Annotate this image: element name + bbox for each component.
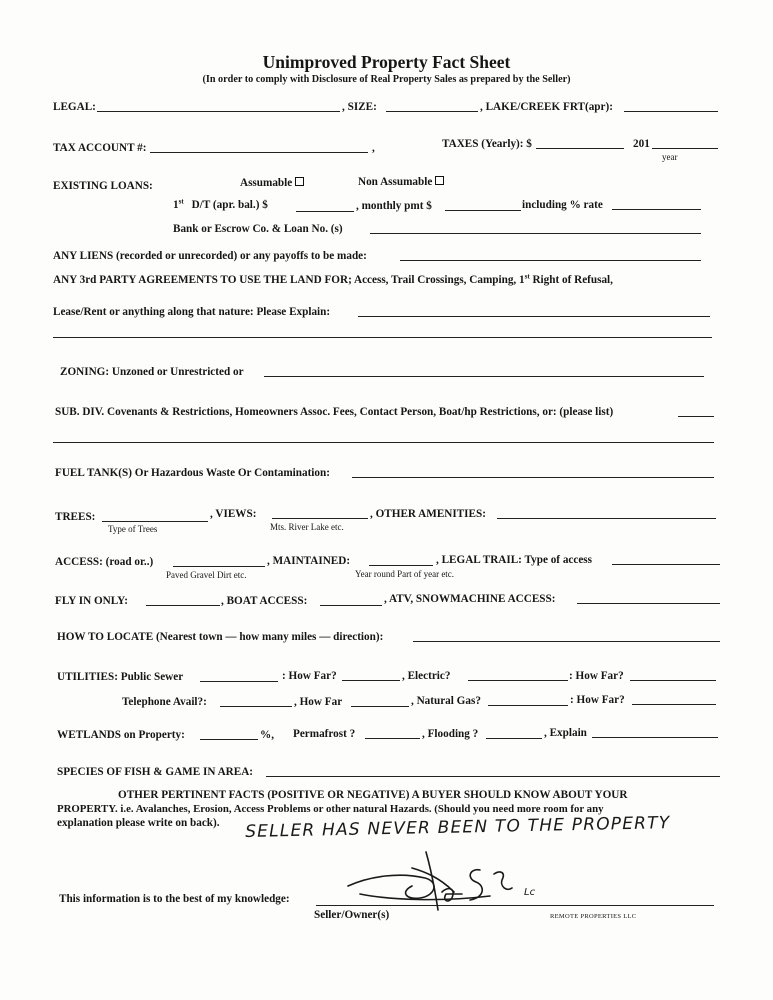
maintained-label: , MAINTAINED: <box>267 555 351 567</box>
electric-label: , Electric? <box>402 670 451 682</box>
atv-label: , ATV, SNOWMACHINE ACCESS: <box>384 593 556 605</box>
views-field[interactable] <box>272 518 368 519</box>
zoning-field[interactable] <box>264 376 704 377</box>
subdiv-label: SUB. DIV. Covenants & Restrictions, Homeowners Assoc. Fees, Contact Person, Boat/hp Restrictions, or: (please list) <box>55 406 614 418</box>
flooding-label: , Flooding ? <box>422 728 479 740</box>
non-assumable-checkbox[interactable] <box>435 176 444 185</box>
pertinent-line-2: PROPERTY. i.e. Avalanches, Erosion, Access Problems or other natural Hazards. (Should you need more room for any <box>57 803 604 815</box>
flooding-field[interactable] <box>486 738 542 739</box>
boat-access-field[interactable] <box>320 605 382 606</box>
wetlands-label: WETLANDS on Property: <box>57 729 185 741</box>
pertinent-answer: SELLER HAS NEVER BEEN TO THE PROPERTY <box>245 813 671 842</box>
how-far-4-field[interactable] <box>632 704 716 705</box>
dt-label <box>173 199 268 212</box>
pertinent-line-3: explanation please write on back). <box>57 817 220 829</box>
dt-ordinal: 1 <box>173 199 179 211</box>
utilities-label: UTILITIES: Public Sewer <box>57 671 184 683</box>
page-title: Unimproved Property Fact Sheet <box>262 52 511 72</box>
size-field[interactable] <box>386 111 478 112</box>
monthly-pmt-label: , monthly pmt $ <box>356 200 432 212</box>
fly-in-label: FLY IN ONLY: <box>55 595 128 607</box>
maintained-note: Year round Part of year etc. <box>355 569 455 579</box>
legal-field[interactable] <box>97 111 340 112</box>
views-label: , VIEWS: <box>210 508 257 520</box>
wetlands-field[interactable] <box>200 739 258 740</box>
pertinent-line-1: OTHER PERTINENT FACTS (POSITIVE OR NEGATIVE) A BUYER SHOULD KNOW ABOUT YOUR <box>118 789 628 801</box>
explain-field[interactable] <box>592 737 718 738</box>
assumable-checkbox[interactable] <box>295 177 304 186</box>
public-sewer-field[interactable] <box>200 681 278 682</box>
seller-owner-label: Seller/Owner(s) <box>314 909 390 921</box>
wetlands-percent: %, <box>260 729 274 741</box>
access-label: ACCESS: (road or..) <box>55 556 154 568</box>
lease-rent-label: Lease/Rent or anything along that nature: Please Explain: <box>53 306 331 318</box>
natural-gas-label: , Natural Gas? <box>411 695 481 707</box>
third-party-text-b: Right of Refusal, <box>529 274 613 286</box>
atv-field[interactable] <box>577 603 720 604</box>
how-far-3-field[interactable] <box>351 706 409 707</box>
how-to-locate-label: HOW TO LOCATE (Nearest town — how many miles — direction): <box>57 631 384 643</box>
access-field[interactable] <box>173 566 265 567</box>
liens-field[interactable] <box>400 260 701 261</box>
page-subtitle: (In order to comply with Disclosure of Real Property Sales as prepared by the Seller) <box>202 74 571 85</box>
telephone-field[interactable] <box>220 706 292 707</box>
boat-access-label: , BOAT ACCESS: <box>221 595 308 607</box>
legal-trail-field[interactable] <box>612 564 720 565</box>
how-far-4-label: : How Far? <box>570 694 625 706</box>
permafrost-field[interactable] <box>365 738 420 739</box>
year-note: year <box>662 152 678 162</box>
monthly-pmt-field[interactable] <box>445 210 521 211</box>
other-amenities-label: , OTHER AMENITIES: <box>370 508 486 520</box>
species-label: SPECIES OF FISH & GAME IN AREA: <box>57 766 254 778</box>
bank-escrow-field[interactable] <box>370 233 701 234</box>
non-assumable-label: Non Assumable <box>358 176 433 188</box>
tax-account-field[interactable] <box>150 152 368 153</box>
subdiv-line-2[interactable] <box>53 442 714 443</box>
permafrost-label: Permafrost ? <box>293 728 356 740</box>
liens-label: ANY LIENS (recorded or unrecorded) or any payoffs to be made: <box>53 250 367 262</box>
other-amenities-field[interactable] <box>497 518 716 519</box>
fuel-tank-label: FUEL TANK(S) Or Hazardous Waste Or Contamination: <box>55 467 330 479</box>
how-far-1-field[interactable] <box>342 680 400 681</box>
assumable-option[interactable] <box>240 177 304 190</box>
maintained-field[interactable] <box>369 565 433 566</box>
how-far-2-field[interactable] <box>630 680 716 681</box>
seller-signature <box>330 848 580 918</box>
electric-field[interactable] <box>468 680 568 681</box>
access-note: Paved Gravel Dirt etc. <box>166 570 247 580</box>
lease-rent-line-2[interactable] <box>53 337 712 338</box>
signature-suffix: Lc <box>524 887 536 898</box>
trees-field[interactable] <box>102 521 208 522</box>
third-party-sup: st <box>524 272 530 281</box>
zoning-label: ZONING: Unzoned or Unrestricted or <box>60 366 244 378</box>
non-assumable-option[interactable] <box>358 176 444 189</box>
lease-rent-field[interactable] <box>358 316 710 317</box>
existing-loans-label: EXISTING LOANS: <box>53 180 153 192</box>
species-field[interactable] <box>266 776 720 777</box>
knowledge-label: This information is to the best of my knowledge: <box>59 893 290 905</box>
explain-label: , Explain <box>544 727 587 739</box>
how-far-1-label: : How Far? <box>282 670 337 682</box>
taxes-year-field[interactable] <box>652 148 718 149</box>
tax-account-label: TAX ACCOUNT #: <box>53 142 147 154</box>
how-far-2-label: : How Far? <box>569 670 624 682</box>
taxes-label: TAXES (Yearly): $ <box>442 138 532 150</box>
size-label: , SIZE: <box>342 101 377 113</box>
how-far-3-label: , How Far <box>294 696 343 708</box>
trees-label: TREES: <box>55 511 96 523</box>
dt-ordinal-suffix: st <box>178 197 184 206</box>
tax-account-comma: , <box>372 142 375 154</box>
telephone-label: Telephone Avail?: <box>122 696 207 708</box>
fuel-tank-field[interactable] <box>352 477 714 478</box>
natural-gas-field[interactable] <box>488 705 568 706</box>
lake-creek-label: , LAKE/CREEK FRT(apr): <box>480 101 613 113</box>
third-party-label <box>53 274 613 287</box>
views-note: Mts. River Lake etc. <box>270 522 344 532</box>
legal-trail-label: , LEGAL TRAIL: Type of access <box>436 554 593 566</box>
trees-note: Type of Trees <box>108 524 158 534</box>
fly-in-field[interactable] <box>146 605 220 606</box>
subdiv-field[interactable] <box>678 416 714 417</box>
lake-creek-field[interactable] <box>624 111 718 112</box>
rate-label: including % rate <box>522 199 603 211</box>
legal-label: LEGAL: <box>53 101 96 113</box>
company-name: REMOTE PROPERTIES LLC <box>550 913 637 920</box>
taxes-field[interactable] <box>536 148 624 149</box>
bank-escrow-label: Bank or Escrow Co. & Loan No. (s) <box>173 223 343 235</box>
dt-balance-field[interactable] <box>296 211 354 212</box>
rate-field[interactable] <box>612 209 701 210</box>
assumable-label: Assumable <box>240 177 293 189</box>
taxes-year-prefix: 201 <box>633 138 650 150</box>
dt-text: D/T (apr. bal.) $ <box>191 199 268 211</box>
how-to-locate-field[interactable] <box>413 641 720 642</box>
third-party-text-a: ANY 3rd PARTY AGREEMENTS TO USE THE LAND FOR; Access, Trail Crossings, Camping, 1 <box>53 274 525 286</box>
